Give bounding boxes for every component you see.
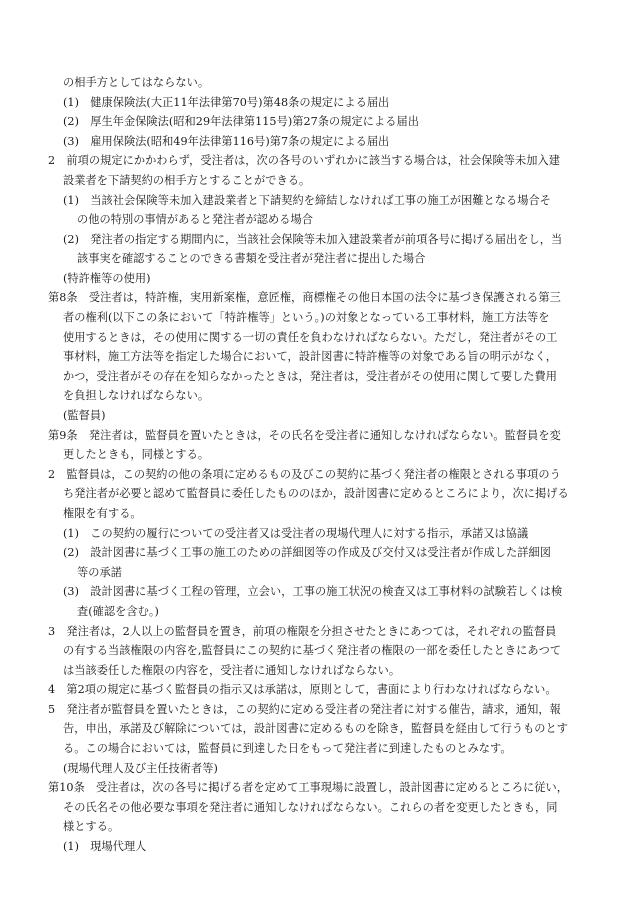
text-line: (2) 設計図書に基づく工事の施工のための詳細図等の作成及び交付又は受注者が作成した詳細図 xyxy=(63,546,551,560)
text-line: (1) 健康保険法(大正11年法律第70号)第48条の規定による届出 xyxy=(63,95,390,109)
text-line: (2) 発注者の指定する期間内に，当該社会保険等未加入建設業者が前項各号に掲げる届出をし，当 xyxy=(63,232,563,246)
text-line: (1) 現場代理人 xyxy=(63,840,147,853)
text-line: かつ，受注者がその存在を知らなかったときは，発注者は，受注者がその使用に関して要した費用 xyxy=(63,369,558,383)
section-heading: (特許権等の使用) xyxy=(63,271,151,285)
text-line: その氏名その他必要な事項を発注者に通知しなければならない。これらの者を変更したときも，同 xyxy=(63,800,558,814)
text-line: の相手方としてはならない。 xyxy=(63,76,210,89)
text-line: 者の権利(以下この条において「特許権等」という。)の対象となっている工事材料，施工方法等を xyxy=(63,311,550,325)
text-line: 使用するときは，その使用に関する一切の責任を負わなければならない。ただし，発注者がその工 xyxy=(63,330,558,344)
text-line: (3) 設計図書に基づく工程の管理，立会い，工事の施工状況の検査又は工事材料の試験若しくは検 xyxy=(63,585,563,599)
text-line: 様とする。 xyxy=(63,820,120,834)
text-line: (1) この契約の履行についての受注者又は受注者の現場代理人に対する指示，承諾又は協議 xyxy=(63,526,529,540)
text-line: (1) 当該社会保険等未加入建設業者と下請契約を締結しなければ工事の施工が困難となる場合そ xyxy=(63,193,551,207)
text-line: 告，申出，承諾及び解除については，設計図書に定めるものを除き，監督員を経由して行うものとす xyxy=(63,722,569,736)
text-line: (2) 厚生年金保険法(昭和29年法律第115号)第27条の規定による届出 xyxy=(63,115,419,129)
text-line: の他の特別の事情があると発注者が認める場合 xyxy=(77,213,313,227)
text-line: 更したときも，同様とする。 xyxy=(63,448,210,462)
text-line: 等の承諾 xyxy=(77,565,122,579)
text-line: 2 前項の規定にかかわらず，受注者は，次の各号のいずれかに該当する場合は，社会保険等未加入建 xyxy=(48,154,560,168)
text-line: の有する当該権限の内容を,監督員にこの契約に基づく発注者の権限の一部を委任したときにあつて xyxy=(63,644,562,658)
text-line: 設業者を下請契約の相手方とすることができる。 xyxy=(63,173,311,187)
text-line: 3 発注者は，2人以上の監督員を置き，前項の権限を分担させたときにあつては，それぞれの監督員 xyxy=(48,624,557,638)
text-line: 権限を有する。 xyxy=(63,506,142,520)
text-line: 4 第2項の規定に基づく監督員の指示又は承諾は，原則として，書面により行わなければならない。 xyxy=(48,683,557,697)
text-line: (3) 雇用保険法(昭和49年法律第116号)第7条の規定による届出 xyxy=(63,134,390,148)
text-line: 5 発注者が監督員を置いたときは，この契約に定める受注者の発注者に対する催告，請求，通知，報 xyxy=(48,702,561,716)
article-9-text: 第9条 発注者は，監督員を置いたときは，その氏名を受注者に通知しなければならない。監督員を変 xyxy=(48,428,561,442)
section-heading: (現場代理人及び主任技術者等) xyxy=(63,761,218,775)
section-heading: (監督員) xyxy=(63,409,106,423)
text-line: 事材料，施工方法等を指定した場合において，設計図書に特許権等の対象である旨の明示がなく， xyxy=(63,350,558,364)
text-line: は当該委任した権限の内容を，受注者に通知しなければならない。 xyxy=(63,663,401,677)
text-line: を負担しなければならない。 xyxy=(63,389,210,403)
text-line: る。この場合においては，監督員に到達した日をもって発注者に到達したものとみなす。 xyxy=(63,742,512,756)
text-line: 2 監督員は，この契約の他の条項に定めるもの及びこの契約に基づく発注者の権限とされる事項のう xyxy=(48,467,561,481)
text-line: 該事実を確認することのできる書類を受注者が発注者に提出した場合 xyxy=(77,252,426,266)
article-8-text: 第8条 受注者は，特許権，実用新案権，意匠権，商標権その他日本国の法令に基づき保護される第三 xyxy=(48,291,561,305)
text-line: 査(確認を含む。) xyxy=(77,604,159,618)
text-line: ち発注者が必要と認めて監督員に委任したもののほか，設計図書に定めるところにより，次に掲げる xyxy=(63,487,569,501)
article-10-text: 第10条 受注者は，次の各号に掲げる者を定めて工事現場に設置し，設計図書に定めるところに従い， xyxy=(48,781,569,795)
